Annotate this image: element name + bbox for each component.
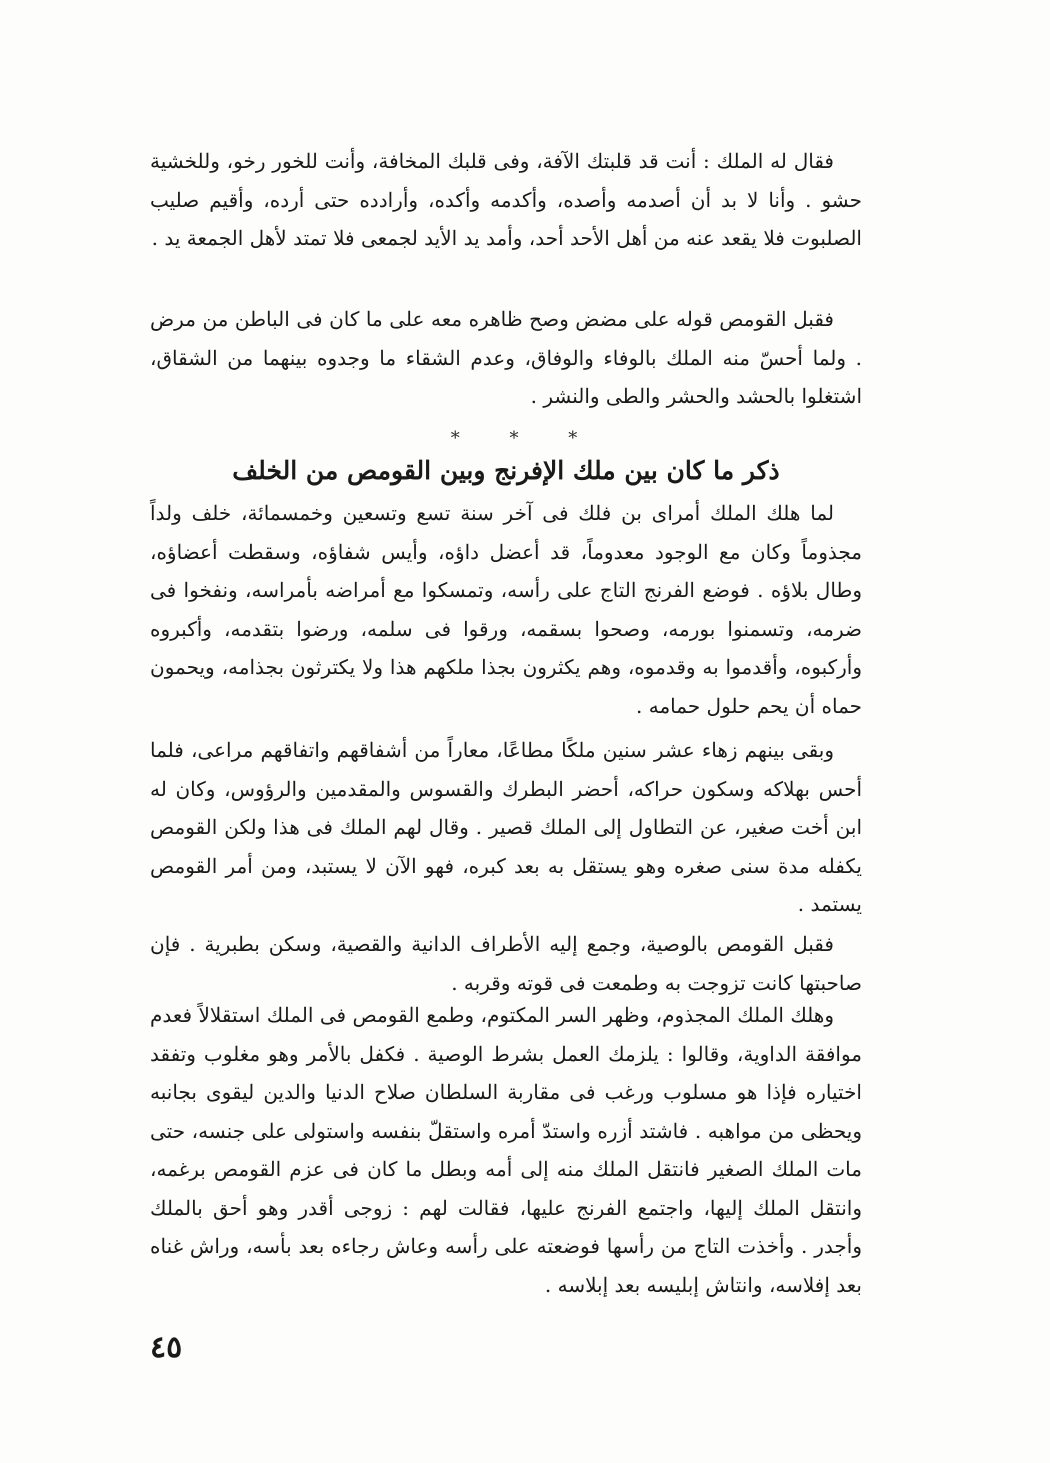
paragraph-block <box>150 494 862 729</box>
paragraph-block <box>150 300 862 420</box>
paragraph: فقبل القومص بالوصية، وجمع إليه الأطراف الدانية والقصية، وسكن بطبرية . فإن صاحبتها كانت تزوجت به وطمعت فى قوته وقربه . <box>150 932 862 995</box>
paragraph: فقبل القومص قوله على مضض وصح ظاهره معه على ما كان فى الباطن من مرض . ولما أحسّ منه الملك بالوفاء والوفاق، وعدم الشقاء ما وجدوه بينهما من الشقاق، اشتغلوا بالحشد والحشر والطى والنشر . <box>150 307 862 408</box>
section-heading: ذكر ما كان بين ملك الإفرنج وبين القومص من الخلف <box>232 456 780 485</box>
page-number: ٤٥ <box>150 1330 183 1365</box>
paragraph: لما هلك الملك أمراى بن فلك فى آخر سنة تسع وتسعين وخمسمائة، خلف ولداً مجذوماً وكان مع الوجود معدوماً، قد أعضل داؤه، وأيس شفاؤه، وسقطت أعضاؤه، وطال بلاؤه . فوضع الفرنج التاج على رأسه، وتمسكوا مع أمراضه بأمراسه، ونفخوا فى ضرمه، وتسمنوا بورمه، وصحوا بسقمه، ورقوا فى سلمه، ورضوا بتقدمه، وأكبروه وأركبوه، وأقدموا به وقدموه، وهم يكثرون بجذا ملكهم هذا ولا يكترثون بجذامه، ويحمون حماه أن يحم حلول حمامه . <box>150 501 862 718</box>
paragraph: فقال له الملك : أنت قد قلبتك الآفة، وفى قلبك المخافة، وأنت للخور رخو، وللخشية حشو . وأنا لا بد أن أصدمه وأصده، وأكدمه وأكده، وأرادده حتى أرده، وأقيم صليب الصلبوت فلا يقعد عنه من أهل الأحد أحد، وأمد يد الأيد لجمعى فلا تمتد لأهل الجمعة يد . <box>150 149 862 250</box>
paragraph: وبقى بينهم زهاء عشر سنين ملكًا مطاعًا، معاراً من أشفاقهم واتفاقهم مراعى، فلما أحس بهلاكه وسكون حراكه، أحضر البطرك والقسوس والمقدمين والرؤوس، وكان له ابن أخت صغير، عن التطاول إلى الملك قصير . وقال لهم الملك فى هذا ولكن القومص يكفله مدة سنى صغره وهو يستقل به بعد كبره، فهو الآن لا يستبد، ومن أمر القومص يستمد . <box>150 738 862 916</box>
section-separator: * * * <box>450 428 600 449</box>
paragraph-block <box>150 731 862 928</box>
paragraph-block <box>150 142 862 262</box>
paragraph-block <box>150 996 862 1308</box>
paragraph: وهلك الملك المجذوم، وظهر السر المكتوم، وطمع القومص فى الملك استقلالاً فعدم موافقة الداوية، وقالوا : يلزمك العمل بشرط الوصية . فكفل بالأمر وهو مغلوب وتفقد اختياره فإذا هو مسلوب ورغب فى مقاربة السلطان صلاح الدنيا والدين ليقوى بجانبه ويحظى من مواهبه . فاشتد أزره واستدّ أمره واستقلّ بنفسه واستولى على جنسه، حتى مات الملك الصغير فانتقل الملك منه إلى أمه وبطل ما كان فى عزم القومص برغمه، وانتقل الملك إليها، واجتمع الفرنج عليها، فقالت لهم : زوجى أقدر وهو أحق بالملك وأجدر . وأخذت التاج من رأسها فوضعته على رأسه وعاش رجاءه بعد بأسه، وراش غناه بعد إفلاسه، وانتاش إبليسه بعد إبلاسه . <box>150 1003 862 1297</box>
paragraph-block <box>150 925 862 1006</box>
